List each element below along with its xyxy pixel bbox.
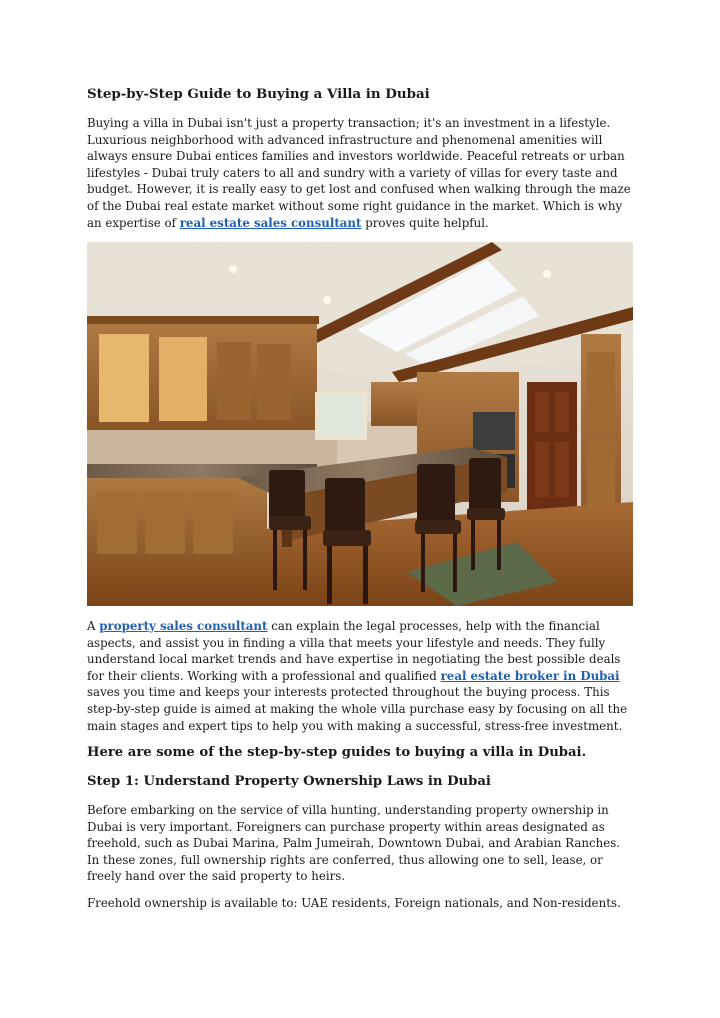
guides-heading: Here are some of the step-by-step guides to buying a villa in Dubai.	[87, 745, 587, 760]
kitchen-photo	[87, 242, 633, 606]
intro-paragraph	[87, 115, 635, 231]
intro-text: Buying a villa in Dubai isn't just a property transaction; it's an investment in a lifestyle. Luxurious neighborhood with advanced infrastructure and phenomenal amenities will always ensure Dubai entices families and investors worldwide. Peaceful retreats or urban lifestyles - Dubai truly caters to all and sundry with a variety of villas for every taste and budget. However, it is really easy to get lost and confused when walking through the maze of the Dubai real estate market without some right guidance in the market. Which is why an expertise of	[87, 116, 631, 230]
intro-after: proves quite helpful.	[361, 215, 489, 230]
step1-paragraph: Before embarking on the service of villa hunting, understanding property ownership in Dubai is very important. Foreigners can purchase property within areas designated as freehold, such as Dubai Marina, Palm Jumeirah, Downtown Dubai, and Arabian Ranches. In these zones, full ownership rights are conferred, thus allowing one to sell, lease, or freely hand over the said property to heirs.	[87, 803, 621, 884]
property-sales-consultant-link[interactable]: property sales consultant	[99, 619, 268, 633]
real-estate-broker-link[interactable]: real estate broker in Dubai	[440, 668, 620, 683]
step1-heading: Step 1: Understand Property Ownership Laws in Dubai	[87, 774, 491, 789]
kitchen-illustration	[87, 242, 633, 606]
document-title: Step-by-Step Guide to Buying a Villa in Dubai	[87, 86, 430, 102]
para2-post: saves you time and keeps your interests protected throughout the buying process. This step-by-step guide is aimed at making the whole villa purchase easy by focusing on all the main stages and expert tips to help you with making a successful, stress-free investment.	[87, 685, 628, 733]
para2-mid: can explain the legal processes, help with the financial aspects, and assist you in finding a villa that meets your lifestyle and needs. They fully understand local market trends and have expertise in negotiating the best possible deals for their clients. Working with a professional and qualified	[87, 619, 621, 683]
real-estate-sales-consultant-link[interactable]: real estate sales consultant	[179, 215, 362, 230]
consultant-paragraph	[87, 618, 635, 734]
para2-pre: A	[87, 619, 100, 633]
freehold-paragraph: Freehold ownership is available to: UAE residents, Foreign nationals, and Non-residents.	[87, 896, 621, 910]
